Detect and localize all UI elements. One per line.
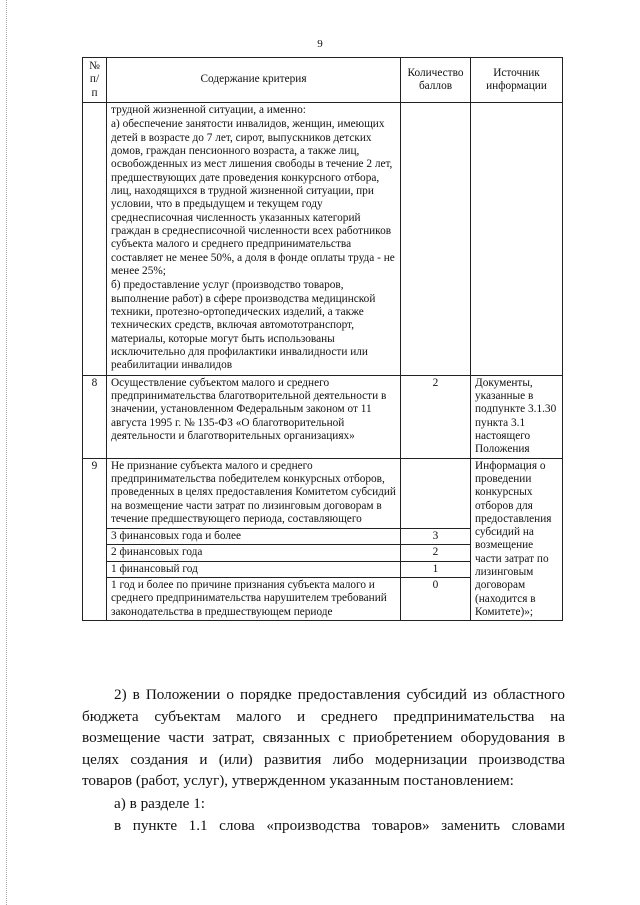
table-row-9 [83,458,563,528]
criteria-table [82,57,563,621]
option-label: 1 финансовый год [107,561,401,577]
body-paragraph-2: а) в разделе 1: [114,795,206,812]
scan-margin-line [6,0,7,905]
cell-content [107,102,401,375]
option-label: 3 финансовых года и более [107,528,401,544]
cell-score [401,458,471,528]
cell-content: Осуществление субъектом малого и среднего предпринимательства благотворительной деятельности в значении, установленном Федеральным законом от 11 августа 1995 г. № 135-ФЗ «О благотворительной деятельности и благотворительных организациях» [107,375,401,458]
cell-num: 8 [83,375,107,458]
option-label: 2 финансовых года [107,545,401,561]
cell-source [471,102,563,375]
body-paragraph-1 [82,684,565,792]
criterion-text: трудной жизненной ситуации, а именно: [111,103,306,116]
page-number: 9 [317,38,323,50]
header-content: Содержание критерия [107,58,401,103]
table-row-continuation [83,102,563,375]
body-line: бюджета субъектам малого и среднего предпринимательства на [82,707,565,725]
cell-source: Информация о проведении конкурсных отборов для предоставления субсидий на возмещение части затрат по лизинговым договорам (находится в Комитете)»; [471,458,563,621]
criterion-text: а) обеспечение занятости инвалидов, женщин, имеющих детей в возрасте до 7 лет, сирот, выпускников детских домов, граждан пенсионного возраста, а также лиц, освобожденных из мест лишения свободы в течение 2 лет, предшествующих дате проведения конкурсного отбора, лиц, находящихся в трудной жизненной ситуации, при условии, что в предыдущем и текущем году среднесписочная численность указанных категорий граждан в среднесписочной численности всех работников субъекта малого и среднего предпринимательства составляет не менее 50%, а доля в фонде оплаты труда - не менее 25%; [111,118,395,277]
cell-score [401,102,471,375]
option-label: 1 год и более по причине признания субъекта малого и среднего предпринимательства нарушителем требований законодательства в предшествующем периоде [107,578,401,621]
cell-content: Не признание субъекта малого и среднего предпринимательства победителем конкурсных отборов, проведенных в целях предоставления Комитетом субсидий на возмещение части затрат по лизинговым договорам в течение предшествующего периода, составляющего [107,458,401,528]
option-score: 1 [401,561,471,577]
table-row-8 [83,375,563,458]
body-paragraph-3: в пункте 1.1 слова «производства товаров» заменить словами [114,817,565,834]
header-num: № п/п [83,58,107,103]
cell-num: 9 [83,458,107,621]
table-header-row [83,58,563,103]
header-score: Количество баллов [401,58,471,103]
option-score: 0 [401,578,471,621]
option-score: 2 [401,545,471,561]
cell-score: 2 [401,375,471,458]
body-line: возмещение части затрат, связанных с приобретением оборудования в [82,729,565,746]
body-line: товаров (работ, услуг), утвержденном указанным постановлением: [82,772,514,789]
cell-num [83,102,107,375]
criterion-text: б) предоставление услуг (производство товаров, выполнение работ) в сфере производства медицинской техники, протезно-ортопедических изделий, а также технических средств, включая автомототранспорт, материалы, которые могут быть использованы исключительно для профилактики инвалидности или реабилитации инвалидов [111,279,376,372]
body-line: целях создания и (или) развития либо модернизации производства [82,750,565,768]
cell-source: Документы, указанные в подпункте 3.1.30 пункта 3.1 настоящего Положения [471,375,563,458]
body-line: 2) в Положении о порядке предоставления субсидий из областного [114,686,565,703]
option-score: 3 [401,528,471,544]
header-source: Источник информации [471,58,563,103]
